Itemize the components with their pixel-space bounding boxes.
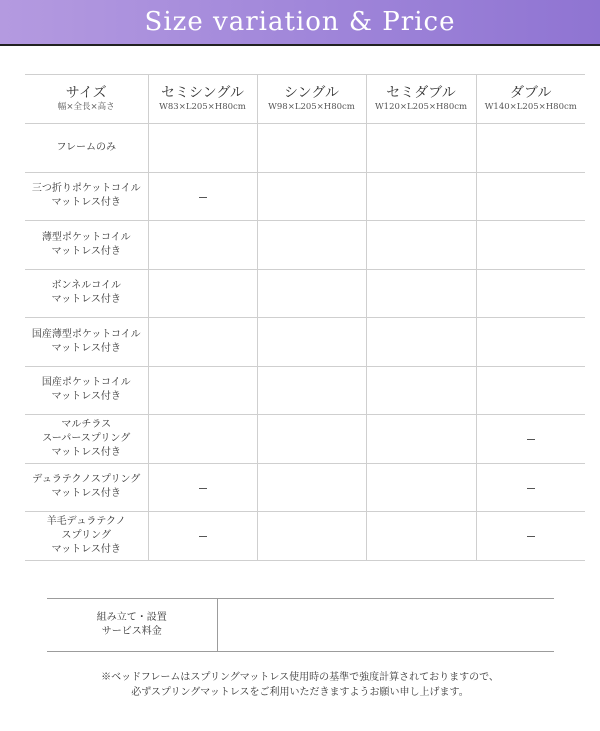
price-cell	[148, 463, 257, 512]
footnote-line: ※ベッドフレームはスプリングマットレス使用時の基準で強度計算されておりますので、	[101, 672, 499, 683]
table-row	[25, 221, 585, 270]
row-label-line: ボンネルコイル	[51, 280, 121, 292]
price-cell	[148, 221, 257, 270]
price-cell	[257, 463, 366, 512]
row-label-line: 薄型ポケットコイル	[41, 231, 131, 243]
row-label-line: マットレス付き	[51, 543, 121, 555]
not-available-dash	[527, 488, 535, 489]
banner-underline	[0, 44, 600, 46]
service-row	[47, 599, 554, 652]
row-label-line: マットレス付き	[51, 488, 121, 500]
price-cell	[148, 269, 257, 318]
service-label-line: 組み立て・設置	[96, 612, 167, 623]
column-dims: W98×L205×H80cm	[268, 102, 355, 112]
price-cell	[257, 512, 366, 561]
row-label-line: 三つ折りポケットコイル	[31, 183, 141, 195]
column-label: ダブル	[510, 85, 552, 101]
table-row	[25, 124, 585, 173]
row-label-line: スプリング	[61, 529, 111, 541]
row-label-line: デュラテクノスプリング	[32, 474, 141, 486]
not-available-dash	[199, 488, 207, 489]
column-header-single	[257, 75, 366, 124]
price-cell	[366, 318, 476, 367]
price-cell	[148, 318, 257, 367]
row-label-line: マットレス付き	[51, 294, 121, 306]
row-label-line: 羊毛デュラテクノ	[46, 515, 126, 527]
section-title: Size variation & Price	[144, 7, 456, 37]
price-cell	[366, 463, 476, 512]
price-table-body	[25, 124, 585, 561]
price-cell	[148, 415, 257, 464]
price-cell	[148, 172, 257, 221]
row-label-cell	[25, 512, 148, 561]
price-cell	[148, 366, 257, 415]
row-label-cell	[25, 415, 148, 464]
row-label-line: マットレス付き	[51, 446, 121, 458]
table-row	[25, 463, 585, 512]
price-cell	[257, 318, 366, 367]
price-cell	[257, 124, 366, 173]
not-available-dash	[199, 536, 207, 537]
row-label-line: マルチラス	[61, 418, 112, 430]
row-label-line: スーパースプリング	[42, 432, 131, 444]
table-row	[25, 415, 585, 464]
price-table	[25, 74, 585, 561]
not-available-dash	[527, 439, 535, 440]
price-cell	[366, 415, 476, 464]
row-label-cell	[25, 269, 148, 318]
service-price-cell	[217, 599, 554, 652]
price-cell	[476, 221, 585, 270]
row-label-cell	[25, 221, 148, 270]
row-label-line: マットレス付き	[51, 342, 121, 354]
price-cell	[257, 269, 366, 318]
row-label-cell	[25, 463, 148, 512]
row-label-cell	[25, 172, 148, 221]
row-label-cell	[25, 366, 148, 415]
footnote	[0, 670, 600, 700]
price-cell	[366, 269, 476, 318]
price-cell	[148, 124, 257, 173]
service-label-cell	[47, 599, 217, 652]
row-label-cell	[25, 124, 148, 173]
price-cell	[257, 366, 366, 415]
price-cell	[476, 366, 585, 415]
price-cell	[476, 124, 585, 173]
price-cell	[366, 366, 476, 415]
size-header-cell	[25, 75, 148, 124]
price-cell	[366, 221, 476, 270]
price-cell	[257, 172, 366, 221]
price-cell	[476, 512, 585, 561]
column-label: セミダブル	[386, 85, 456, 101]
table-row	[25, 172, 585, 221]
column-dims: W120×L205×H80cm	[374, 102, 468, 112]
row-label-line: マットレス付き	[51, 391, 121, 403]
not-available-dash	[527, 536, 535, 537]
price-cell	[476, 318, 585, 367]
price-cell	[366, 172, 476, 221]
section-banner	[0, 0, 600, 44]
table-row	[25, 269, 585, 318]
column-label: シングル	[284, 85, 339, 101]
price-cell	[476, 415, 585, 464]
price-cell	[476, 269, 585, 318]
price-cell	[366, 512, 476, 561]
row-label-line: マットレス付き	[51, 197, 121, 209]
column-label: セミシングル	[161, 85, 244, 101]
column-header-semi-double	[366, 75, 476, 124]
column-header-double	[476, 75, 585, 124]
column-dims: W83×L205×H80cm	[159, 102, 246, 112]
footnote-line: 必ずスプリングマットレスをご利用いただきますようお願い申し上げます。	[131, 687, 469, 698]
row-label-line: 国産ポケットコイル	[41, 377, 131, 389]
service-label-line: サービス料金	[101, 626, 162, 637]
row-label-line: 国産薄型ポケットコイル	[31, 328, 141, 340]
not-available-dash	[199, 197, 207, 198]
price-cell	[366, 124, 476, 173]
size-header-label: サイズ	[65, 85, 107, 101]
service-table	[47, 598, 554, 652]
size-header-sub: 幅×全長×高さ	[57, 102, 115, 112]
column-dims: W140×L205×H80cm	[484, 102, 577, 112]
price-cell	[476, 172, 585, 221]
table-header-row	[25, 75, 585, 124]
row-label-cell	[25, 318, 148, 367]
price-cell	[476, 463, 585, 512]
price-cell	[257, 221, 366, 270]
price-cell	[148, 512, 257, 561]
row-label-line: マットレス付き	[51, 245, 121, 257]
row-label-line: フレームのみ	[56, 141, 117, 153]
column-header-semi-single	[148, 75, 257, 124]
table-row	[25, 512, 585, 561]
table-row	[25, 318, 585, 367]
table-row	[25, 366, 585, 415]
price-cell	[257, 415, 366, 464]
